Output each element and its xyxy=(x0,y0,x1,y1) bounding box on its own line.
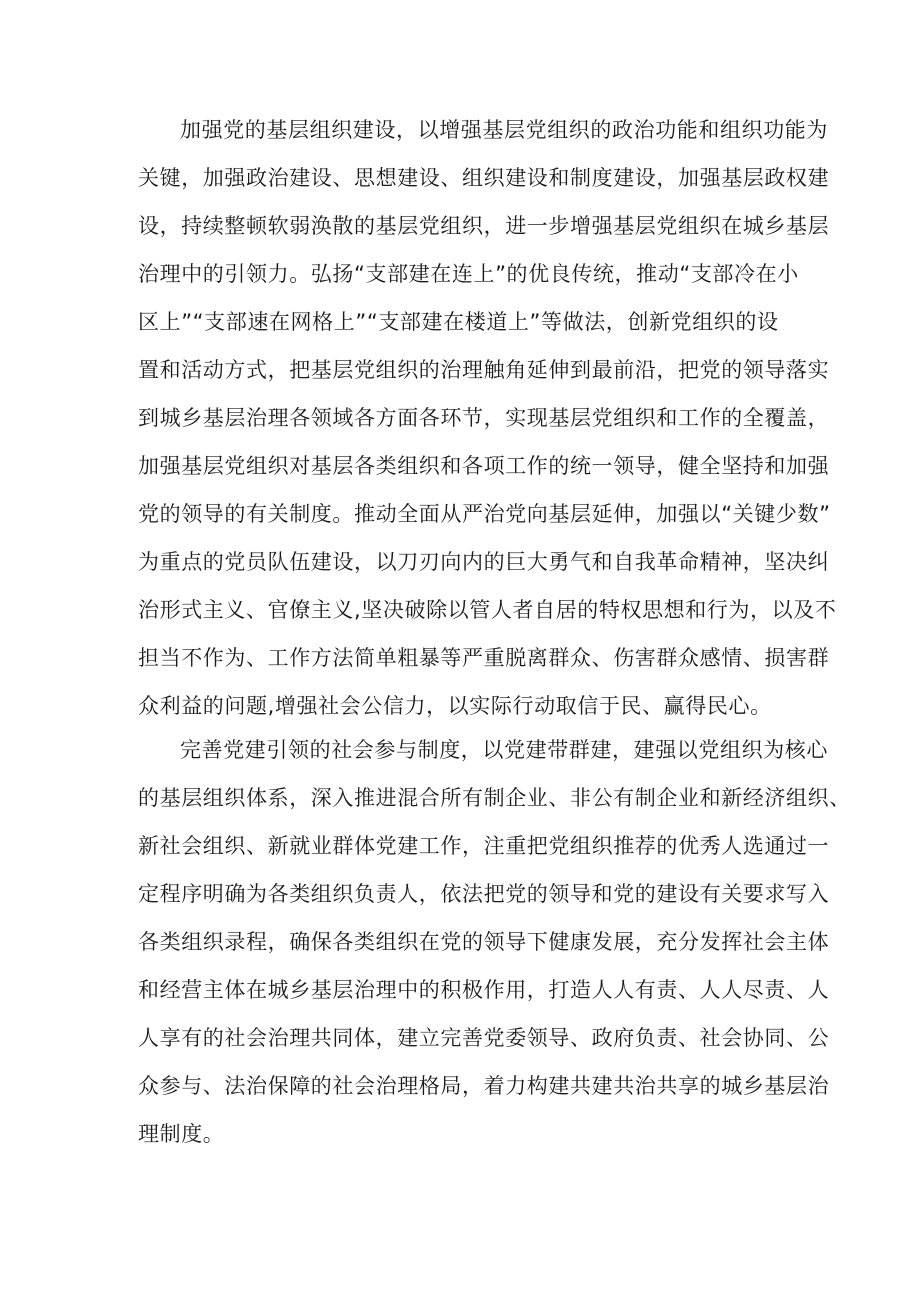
paragraph-line: 众利益的问题,增强社会公信力，以实际行动取信于民、赢得民心。 xyxy=(138,694,772,718)
paragraph-line: 设，持续整顿软弱涣散的基层党组织，进一步增强基层党组织在城乡基层 xyxy=(138,214,830,238)
paragraph-line: 区上”“支部速在网格上”“支部建在楼道上”等做法，创新党组织的设 xyxy=(138,310,779,334)
paragraph-line: 置和活动方式，把基层党组织的治理触角延伸到最前沿，把党的领导落实 xyxy=(138,358,830,382)
paragraph-line: 的基层组织体系，深入推进混合所有制企业、非公有制企业和新经济组织、 xyxy=(138,786,851,810)
paragraph-line: 关键，加强政治建设、思想建设、组织建设和制度建设，加强基层政权建 xyxy=(138,166,830,190)
paragraph-line: 党的领导的有关制度。推动全面从严治党向基层延伸，加强以“关键少数” xyxy=(138,502,831,526)
paragraph-line: 众参与、法治保障的社会治理格局，着力构建共建共治共享的城乡基层治 xyxy=(138,1074,830,1098)
paragraph-line: 完善党建引领的社会参与制度，以党建带群建，建强以党组织为核心 xyxy=(180,738,828,762)
paragraph-line: 治形式主义、官僚主义,坚决破除以管人者自居的特权思想和行为，以及不 xyxy=(138,598,837,622)
paragraph-line: 担当不作为、工作方法简单粗暴等严重脱离群众、伤害群众感情、损害群 xyxy=(138,646,830,670)
paragraph-line: 定程序明确为各类组织负责人，依法把党的领导和党的建设有关要求写入 xyxy=(138,882,830,906)
paragraph-line: 新社会组织、新就业群体党建工作，注重把党组织推荐的优秀人选通过一 xyxy=(138,834,830,858)
paragraph-line: 理制度。 xyxy=(138,1122,225,1146)
paragraph-line: 加强党的基层组织建设，以增强基层党组织的政治功能和组织功能为 xyxy=(180,118,828,142)
paragraph-line: 人享有的社会治理共同体，建立完善党委领导、政府负责、社会协同、公 xyxy=(138,1026,830,1050)
paragraph-line: 为重点的党员队伍建设，以刀刃向内的巨大勇气和自我革命精神，坚决纠 xyxy=(138,550,830,574)
paragraph-line: 加强基层党组织对基层各类组织和各项工作的统一领导，健全坚持和加强 xyxy=(138,454,830,478)
paragraph-line: 和经营主体在城乡基层治理中的积极作用，打造人人有责、人人尽责、人 xyxy=(138,978,830,1002)
paragraph-line: 治理中的引领力。弘扬“支部建在连上”的优良传统，推动“支部冷在小 xyxy=(138,262,799,286)
paragraph-line: 各类组织录程，确保各类组织在党的领导下健康发展，充分发挥社会主体 xyxy=(138,930,830,954)
paragraph-line: 到城乡基层治理各领域各方面各环节，实现基层党组织和工作的全覆盖， xyxy=(138,406,830,430)
